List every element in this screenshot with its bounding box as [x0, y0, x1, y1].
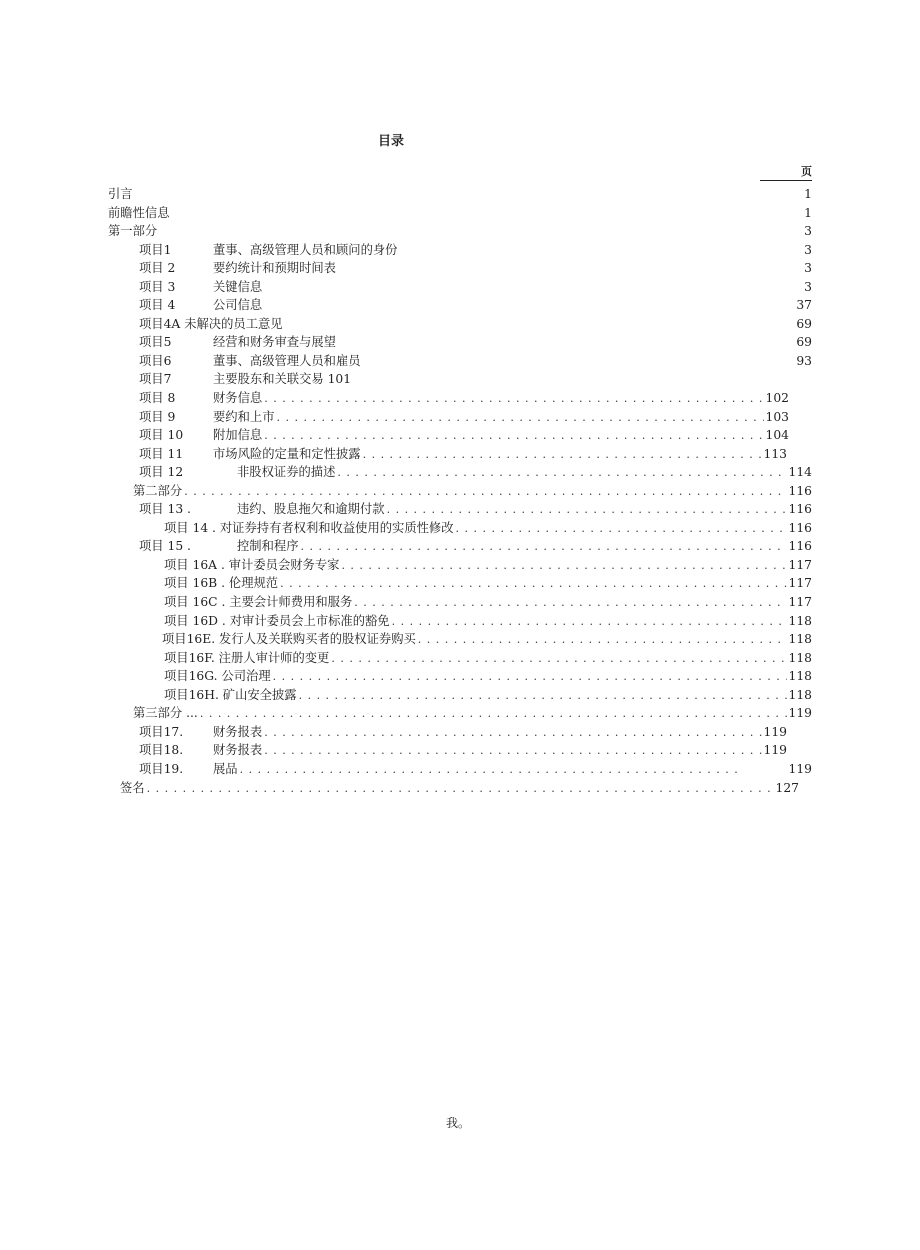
toc-entry[interactable] [0, 686, 812, 705]
dot-leader [264, 742, 761, 761]
toc-entry[interactable] [0, 185, 812, 204]
toc-entry[interactable] [0, 352, 812, 371]
toc-entry-title: 主要股东和关联交易 101 [213, 372, 352, 387]
toc-entry-page-number: 102 [765, 391, 789, 406]
toc-entry-page-number: 118 [788, 632, 812, 647]
toc-entry-page-number: 104 [765, 428, 789, 443]
toc-entry-label: 项目 16B . 伦理规范 [164, 576, 279, 591]
toc-entry-label: 项目 16C . 主要会计师费用和服务 [164, 595, 353, 610]
toc-entry[interactable] [0, 741, 787, 760]
toc-entry-title: 董事、高级管理人员和雇员 [213, 353, 361, 368]
toc-entry-page-number: 119 [788, 706, 812, 721]
toc-entry[interactable] [0, 315, 812, 334]
toc-entry-label: 项目7 [139, 372, 172, 387]
toc-entry-label: 项目18. [139, 743, 184, 758]
toc-entry-page-number: 117 [788, 557, 812, 572]
toc-entry-label: 项目19. [139, 761, 184, 776]
toc-entry[interactable] [0, 723, 787, 742]
toc-entry-label: 第一部分 [108, 224, 158, 239]
toc-entry[interactable] [0, 482, 812, 501]
toc-entry[interactable] [0, 574, 812, 593]
toc-entry-title: 非股权证券的描述 [237, 465, 336, 480]
toc-entry-label: 项目 13 . [139, 502, 191, 517]
toc-entry[interactable] [0, 537, 812, 556]
toc-entry-page-number: 119 [763, 743, 787, 758]
toc-entry-label: 前瞻性信息 [108, 205, 170, 220]
toc-entry-title: 市场风险的定量和定性披露 [213, 446, 361, 461]
toc-entry-page-number: 119 [763, 724, 787, 739]
dot-leader [341, 557, 786, 576]
toc-entry-label: 项目17. [139, 724, 184, 739]
toc-entry-title: 要约统计和预期时间表 [213, 261, 336, 276]
toc-entry-page-number: 117 [788, 576, 812, 591]
toc-entry[interactable] [0, 704, 812, 723]
dot-leader [387, 501, 787, 520]
page-column-header: 页 [760, 163, 812, 181]
dot-leader [277, 409, 764, 428]
toc-entry[interactable] [0, 612, 812, 631]
toc-entry-page-number: 103 [765, 409, 789, 424]
toc-entry-label: 项目16E. 发行人及关联购买者的股权证券购买 [162, 632, 416, 647]
toc-entry-label: 项目 14 . 对证券持有者权利和收益使用的实质性修改 [164, 520, 454, 535]
toc-entry-label: 项目6 [139, 353, 172, 368]
toc-entry[interactable] [0, 408, 789, 427]
toc-entry[interactable] [0, 333, 812, 352]
toc-entry-label: 引言 [108, 187, 133, 201]
toc-entry[interactable] [0, 463, 812, 482]
toc-entry[interactable] [0, 593, 812, 612]
toc-entry-label: 项目4A 未解决的员工意见 [139, 316, 283, 331]
toc-entry-page-number: 3 [804, 224, 812, 239]
toc-entry[interactable] [0, 630, 812, 649]
toc-entry[interactable] [0, 389, 789, 408]
toc-entry[interactable] [0, 241, 812, 260]
toc-entry-label: 第三部分 ... [133, 706, 198, 721]
dot-leader [200, 705, 787, 724]
toc-entry-title: 财务报表 [213, 724, 263, 739]
toc-entry-page-number: 69 [796, 316, 812, 331]
toc-entry-page-number: 37 [796, 298, 812, 313]
toc-entry-page-number: 127 [775, 780, 799, 795]
toc-entry[interactable] [0, 222, 812, 241]
toc-entry-label: 项目 16D . 对审计委员会上市标准的豁免 [164, 613, 390, 628]
toc-entry-page-number: 119 [788, 761, 812, 776]
toc-entry-page-number: 116 [788, 539, 812, 554]
toc-entry-page-number: 117 [788, 595, 812, 610]
toc-entry-label: 项目 9 [139, 409, 176, 424]
page-footer: 我。 [445, 1116, 470, 1130]
toc-entry[interactable] [0, 296, 812, 315]
toc-entry-label: 项目 2 [139, 261, 176, 276]
toc-entry-page-number: 93 [796, 353, 812, 368]
toc-entry[interactable] [0, 649, 812, 668]
toc-entry-page-number: 113 [763, 446, 787, 461]
toc-entry-page-number: 116 [788, 483, 812, 498]
toc-entry[interactable] [0, 500, 812, 519]
toc-entry[interactable] [0, 445, 787, 464]
toc-entry[interactable] [0, 259, 812, 278]
toc-entry[interactable] [0, 370, 812, 389]
toc-entry-label: 项目 16A . 审计委员会财务专家 [164, 557, 340, 572]
toc-entry-label: 项目16F. 注册人审计师的变更 [164, 650, 330, 665]
toc-entry-page-number: 118 [788, 669, 812, 684]
toc-entry-label: 项目 4 [139, 298, 176, 313]
toc-entry[interactable] [0, 204, 812, 223]
toc-entry-page-number: 116 [788, 502, 812, 517]
toc-entry-title: 公司信息 [213, 298, 263, 313]
table-of-contents [0, 185, 920, 797]
toc-entry-label: 第二部分 [133, 483, 183, 498]
toc-entry-label: 项目1 [139, 242, 172, 257]
toc-entry-title: 财务信息 [213, 391, 263, 406]
toc-entry-title: 展品 [213, 761, 238, 776]
toc-entry-title: 关键信息 [213, 279, 263, 294]
toc-entry-page-number: 116 [788, 520, 812, 535]
dot-leader [456, 520, 787, 539]
toc-entry-title: 附加信息 [213, 428, 263, 443]
toc-entry[interactable] [0, 278, 812, 297]
toc-entry-label: 项目5 [139, 335, 172, 350]
toc-entry-page-number: 69 [796, 335, 812, 350]
dot-leader [264, 390, 763, 409]
toc-entry[interactable] [0, 426, 789, 445]
toc-entry-page-number: 118 [788, 650, 812, 665]
dot-leader [264, 724, 761, 743]
toc-entry-page-number: 1 [804, 205, 812, 220]
toc-entry-page-number: 3 [804, 242, 812, 257]
dot-leader [264, 427, 763, 446]
toc-entry[interactable] [0, 556, 812, 575]
toc-entry-label: 项目16G. 公司治理 [164, 669, 271, 684]
toc-entry-label: 项目 15 . [139, 539, 191, 554]
toc-entry-page-number: 118 [788, 613, 812, 628]
toc-entry[interactable] [0, 519, 812, 538]
dot-leader [392, 613, 787, 632]
dot-leader [273, 668, 787, 687]
toc-entry-label: 项目 12 [139, 465, 184, 480]
dot-leader [240, 761, 739, 780]
toc-entry-label: 项目 10 [139, 428, 184, 443]
toc-entry-title: 董事、高级管理人员和顾问的身份 [213, 242, 398, 257]
toc-entry[interactable] [0, 779, 799, 798]
toc-entry-page-number: 118 [788, 687, 812, 702]
dot-leader [363, 446, 762, 465]
toc-entry-title: 要约和上市 [213, 409, 275, 424]
toc-title: 目录 [377, 134, 404, 149]
toc-entry-label: 项目 8 [139, 391, 176, 406]
toc-entry-page-number: 3 [804, 261, 812, 276]
toc-entry-label: 项目16H. 矿山安全披露 [164, 687, 297, 702]
dot-leader [331, 650, 786, 669]
dot-leader [184, 483, 786, 502]
toc-entry[interactable] [0, 667, 812, 686]
toc-entry-title: 违约、股息拖欠和逾期付款 [237, 502, 385, 517]
toc-entry-page-number: 114 [788, 465, 812, 480]
toc-entry-title: 经营和财务审查与展望 [213, 335, 336, 350]
dot-leader [337, 464, 786, 483]
toc-entry-page-number: 1 [804, 187, 812, 201]
toc-entry-title: 控制和程序 [237, 539, 299, 554]
dot-leader [299, 687, 787, 706]
toc-entry-page-number: 3 [804, 279, 812, 294]
toc-entry[interactable] [0, 760, 812, 779]
toc-entry-label: 签名 [120, 780, 145, 795]
toc-entry-title: 财务报表 [213, 743, 263, 758]
dot-leader [280, 575, 786, 594]
toc-entry-label: 项目 11 [139, 446, 184, 461]
dot-leader [301, 538, 787, 557]
dot-leader [147, 780, 774, 799]
dot-leader [418, 631, 787, 650]
dot-leader [354, 594, 786, 613]
toc-entry-label: 项目 3 [139, 279, 176, 294]
